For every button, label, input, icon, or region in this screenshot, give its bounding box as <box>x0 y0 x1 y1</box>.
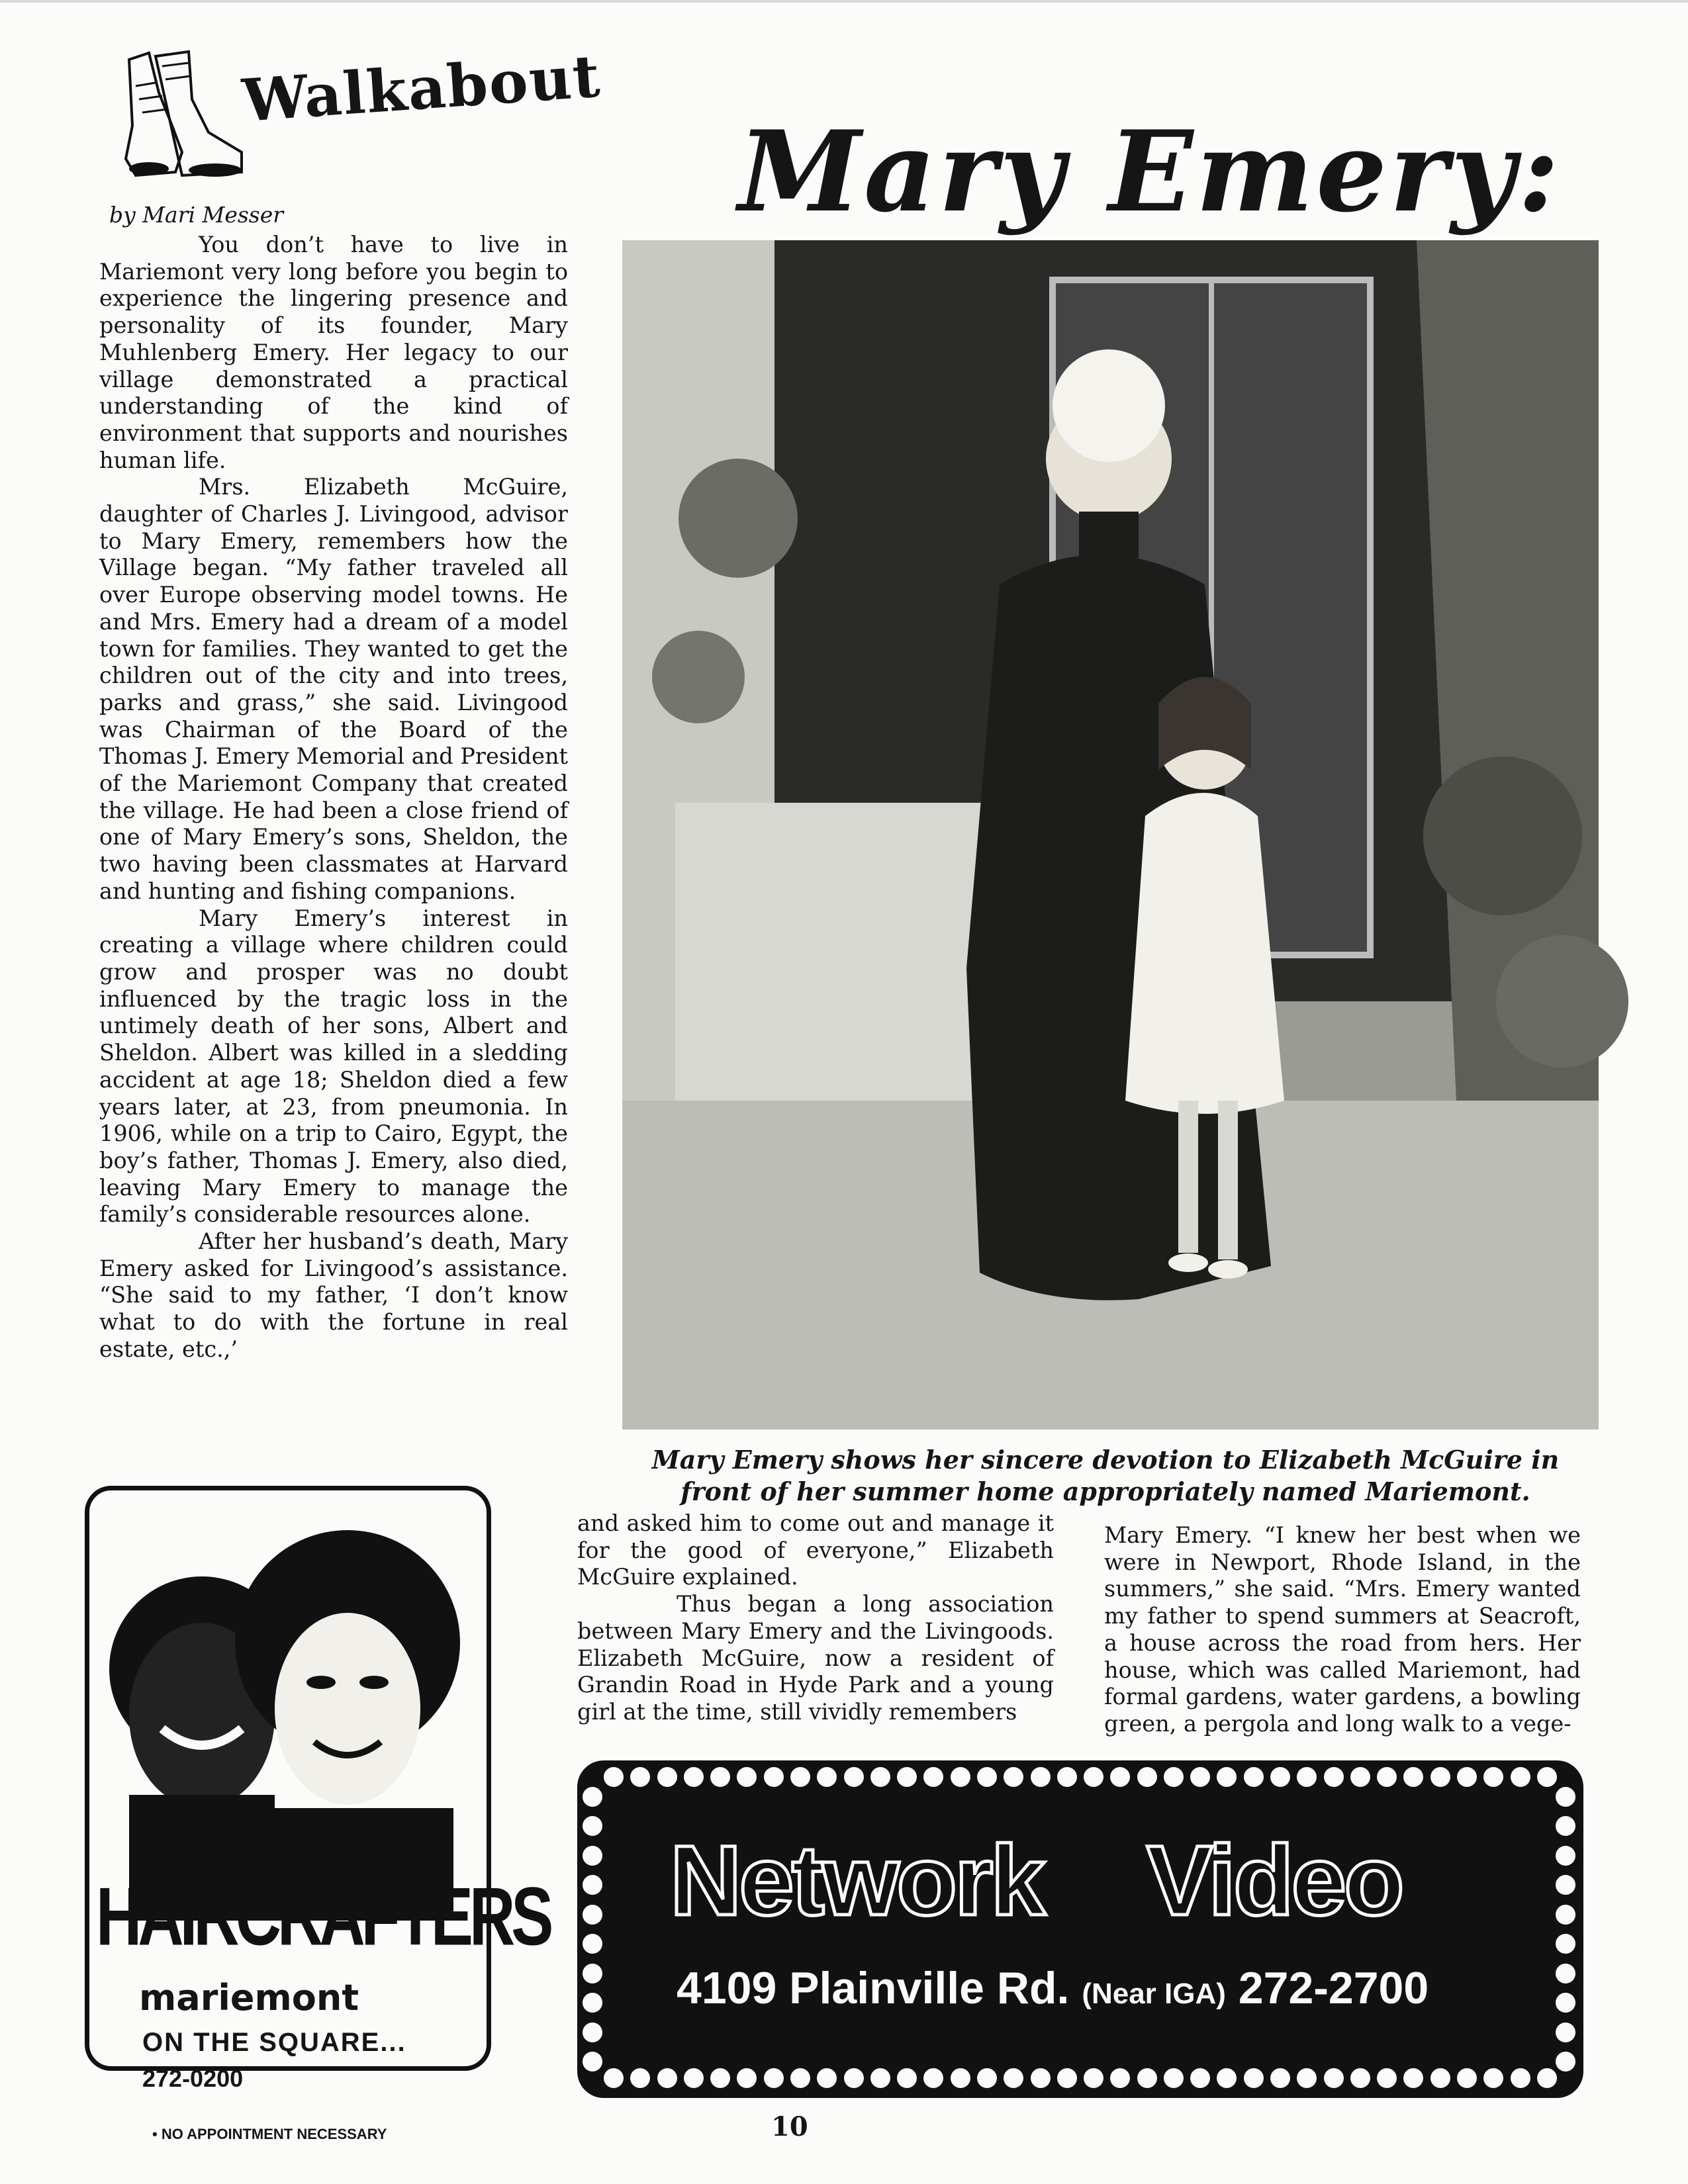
marquee-dot <box>1556 1964 1575 1983</box>
ad-near: (Near IGA) <box>1082 1978 1226 2010</box>
marquee-dot <box>1270 1767 1290 1787</box>
marquee-dot <box>1137 1767 1157 1787</box>
marquee-dot <box>1377 2068 1397 2088</box>
marquee-dot <box>1511 2068 1530 2088</box>
marquee-dot <box>1377 1767 1397 1787</box>
column-title: Walkabout <box>240 41 604 135</box>
marquee-dot <box>583 1993 602 2013</box>
marquee-dot <box>1556 2023 1575 2042</box>
marquee-dot <box>951 2068 970 2088</box>
marquee-dot <box>1217 2068 1237 2088</box>
article-column-middle <box>577 1510 1054 1762</box>
marquee-dot <box>1217 1767 1237 1787</box>
marquee-dot <box>1403 1767 1423 1787</box>
marquee-dot <box>1324 2068 1344 2088</box>
caption-line: front of her summer home appropriately named Mariemont. <box>680 1477 1530 1506</box>
marquee-dot <box>923 2068 943 2088</box>
marquee-dot <box>1556 1787 1575 1807</box>
marquee-dot <box>1556 1993 1575 2013</box>
marquee-dot <box>1350 1767 1370 1787</box>
headline: Mary Emery: <box>738 106 1562 237</box>
marquee-dot <box>1110 2068 1130 2088</box>
marquee-dot <box>1190 1767 1210 1787</box>
marquee-dot <box>583 1816 602 1836</box>
ad-address-line <box>677 1962 1429 2014</box>
ad-name-video: Video <box>1147 1825 1402 1936</box>
caption-line: Mary Emery shows her sincere devotion to Elizabeth McGuire in <box>651 1445 1560 1475</box>
ad-phone: 272-0200 <box>142 2065 244 2092</box>
ad-town: mariemont <box>139 1977 359 2019</box>
marquee-dot <box>1350 2068 1370 2088</box>
marquee-dot <box>790 2068 810 2088</box>
marquee-dot <box>1031 1767 1051 1787</box>
article-paragraph: and asked him to come out and manage it for the good of everyone,” Elizabeth McGuire explained. <box>577 1510 1054 1590</box>
marquee-dot <box>1270 2068 1290 2088</box>
marquee-dot <box>583 1875 602 1895</box>
marquee-dot <box>1057 1767 1077 1787</box>
marquee-dot <box>1324 1767 1344 1787</box>
marquee-dot <box>790 1767 810 1787</box>
marquee-dots-bottom <box>604 2068 1557 2095</box>
marquee-dot <box>737 1767 757 1787</box>
marquee-dot <box>710 1767 730 1787</box>
marquee-dot <box>1430 1767 1450 1787</box>
marquee-dot <box>1084 2068 1103 2088</box>
article-paragraph: You don’t have to live in Mariemont very long before you begin to experience the lingering presence and personality of its founder, Mary Muhlenberg Emery. Her legacy to our village demonstrated a practical understanding of the kind of environment that supports and nourishes human life. <box>99 232 568 473</box>
marquee-dot <box>1137 2068 1157 2088</box>
marquee-dot <box>684 1767 704 1787</box>
ad-note: • NO APPOINTMENT NECESSARY <box>152 2126 387 2142</box>
marquee-dot <box>923 1767 943 1787</box>
marquee-dot <box>1556 1905 1575 1925</box>
ad-network-video <box>577 1760 1583 2098</box>
marquee-dot <box>1057 2068 1077 2088</box>
marquee-dot <box>604 1767 624 1787</box>
marquee-dot <box>1031 2068 1051 2088</box>
marquee-dots-right <box>1556 1787 1582 2071</box>
marquee-dot <box>583 1934 602 1954</box>
marquee-dot <box>1537 2068 1557 2088</box>
marquee-dot <box>684 2068 704 2088</box>
shoes-illustration <box>109 46 252 189</box>
article-paragraph: After her husband’s death, Mary Emery asked for Livingood’s assistance. “She said to my father, ‘I don’t know what to do with the fortune in real estate, etc.,’ <box>99 1228 568 1362</box>
marquee-dot <box>710 2068 730 2088</box>
marquee-dot <box>630 1767 650 1787</box>
marquee-dot <box>1244 2068 1264 2088</box>
article-paragraph: Mary Emery. “I knew her best when we were in Newport, Rhode Island, in the summers,” she said. “Mrs. Emery wanted my father to spend summers at Seacroft, a house across the road from hers. Her house, which was called Mariemont, had formal gardens, water gardens, a bowling green, a pergola and long walk to a vege- <box>1104 1522 1581 1737</box>
marquee-dot <box>951 1767 970 1787</box>
top-rule <box>0 0 1688 3</box>
marquee-dot <box>583 2052 602 2071</box>
marquee-dot <box>977 1767 997 1787</box>
ad-name-network: Network <box>670 1825 1043 1936</box>
marquee-dot <box>764 1767 784 1787</box>
ad-address: 4109 Plainville Rd. <box>677 1963 1070 2013</box>
marquee-dot <box>1110 1767 1130 1787</box>
marquee-dot <box>1556 1816 1575 1836</box>
photo-illustration <box>622 240 1599 1430</box>
marquee-dot <box>1430 2068 1450 2088</box>
marquee-dot <box>583 1964 602 1983</box>
article-paragraph: Mrs. Elizabeth McGuire, daughter of Charles J. Livingood, advisor to Mary Emery, remembers how the Village began. “My father traveled all over Europe observing model towns. He and Mrs. Emery had a dream of a model town for families. They wanted to get the children out of the city and into trees, parks and grass,” she said. Livingood was Chairman of the Board of the Thomas J. Emery Memorial and President of the Mariemont Company that created the village. He had been a close friend of one of Mary Emery’s sons, Sheldon, the two having been classmates at Harvard and hunting and fishing companions. <box>99 474 568 904</box>
marquee-dot <box>1556 1846 1575 1866</box>
marquee-dot <box>583 2023 602 2042</box>
article-paragraph: Mary Emery’s interest in creating a village where children could grow and prosper was no doubt influenced by the tragic loss in the untimely death of her sons, Albert and Sheldon. Albert was killed in a sledding accident at age 18; Sheldon died a few years later, at 23, from pneumonia. In 1906, while on a trip to Cairo, Egypt, the boy’s father, Thomas J. Emery, also died, leaving Mary Emery to manage the family’s considerable resources alone. <box>99 905 568 1228</box>
ad-haircrafters <box>85 1486 550 2142</box>
marquee-dot <box>1164 1767 1184 1787</box>
marquee-dot <box>1537 1767 1557 1787</box>
marquee-dot <box>897 2068 917 2088</box>
marquee-dot <box>583 1787 602 1807</box>
ad-tagline: ON THE SQUARE... <box>142 2028 406 2057</box>
marquee-dot <box>657 1767 677 1787</box>
marquee-dot <box>1483 2068 1503 2088</box>
ad-brand: HAIRCRAFTERS <box>96 1870 550 1963</box>
marquee-dot <box>1403 2068 1423 2088</box>
marquee-dot <box>817 2068 837 2088</box>
marquee-dot <box>1297 2068 1317 2088</box>
ad-phone: 272-2700 <box>1238 1963 1429 2013</box>
marquee-dot <box>583 1905 602 1925</box>
marquee-dot <box>1457 2068 1477 2088</box>
byline: by Mari Messer <box>109 202 284 228</box>
marquee-dot <box>1084 1767 1103 1787</box>
article-column-left <box>99 232 568 1449</box>
marquee-dot <box>1457 1767 1477 1787</box>
marquee-dot <box>977 2068 997 2088</box>
marquee-dots-top <box>604 1767 1557 1794</box>
marquee-dot <box>1244 1767 1264 1787</box>
marquee-dot <box>844 2068 864 2088</box>
marquee-dot <box>1190 2068 1210 2088</box>
article-column-right <box>1104 1522 1581 1770</box>
marquee-dots-left <box>583 1787 609 2071</box>
marquee-dot <box>1511 1767 1530 1787</box>
article-paragraph: Thus began a long association between Mary Emery and the Livingoods. Elizabeth McGuire, now a resident of Grandin Road in Hyde Park and a young girl at the time, still vividly remembers <box>577 1591 1054 1725</box>
marquee-dot <box>1483 1767 1503 1787</box>
marquee-dot <box>657 2068 677 2088</box>
marquee-dot <box>1004 1767 1023 1787</box>
marquee-dot <box>1556 1934 1575 1954</box>
marquee-dot <box>1556 2052 1575 2071</box>
marquee-dot <box>1004 2068 1023 2088</box>
marquee-dot <box>870 1767 890 1787</box>
ad-portrait-illustration <box>103 1510 473 1921</box>
marquee-dot <box>844 1767 864 1787</box>
marquee-dot <box>764 2068 784 2088</box>
marquee-dot <box>583 1846 602 1866</box>
photo-caption <box>635 1444 1575 1508</box>
photo-mary-emery <box>622 240 1599 1430</box>
marquee-dot <box>817 1767 837 1787</box>
marquee-dot <box>630 2068 650 2088</box>
marquee-dot <box>870 2068 890 2088</box>
marquee-dot <box>897 1767 917 1787</box>
marquee-dot <box>1164 2068 1184 2088</box>
marquee-dot <box>1556 1875 1575 1895</box>
marquee-dot <box>737 2068 757 2088</box>
page-number: 10 <box>771 2111 808 2142</box>
marquee-dot <box>1297 1767 1317 1787</box>
